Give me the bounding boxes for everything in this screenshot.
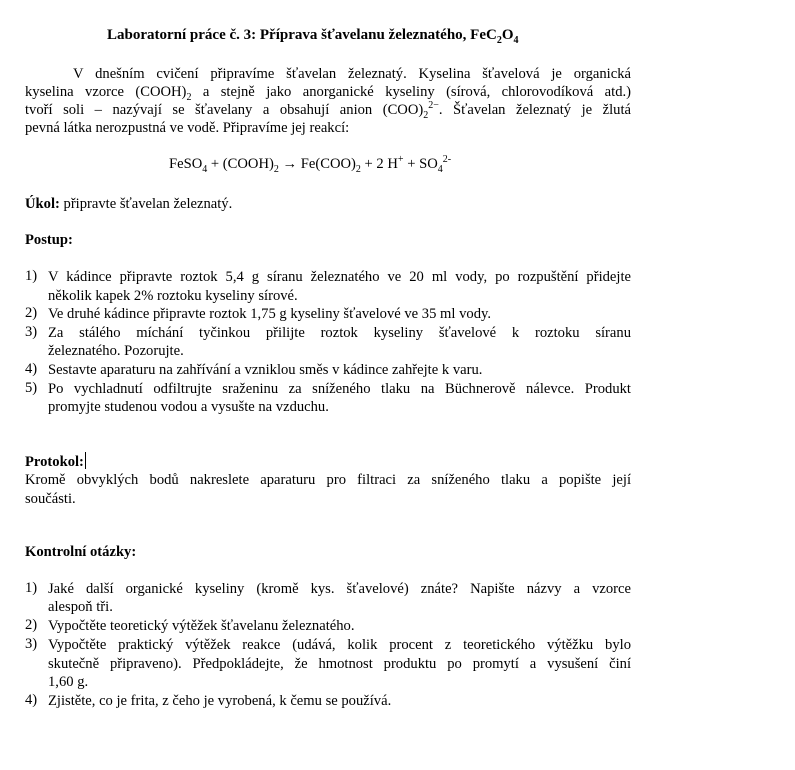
procedure-item-3-line-2: železnatého. Pozorujte. xyxy=(48,343,184,359)
question-1-number: 1) xyxy=(25,580,38,596)
reaction-equation: FeSO$_4$ + $(COOH)_2 \to Fe(COO)_2 + 2$ $H^+ + SO_4^{2-}$ xyxy=(169,154,452,175)
questions-heading: Kontrolní otázky: xyxy=(25,544,137,560)
task-line xyxy=(25,195,232,213)
question-3-line-2: skutečně připraveno). Předpokládejte, že hmotnost produktu po promytí a vysušení činí xyxy=(48,656,631,672)
task-text: připravte šťavelan železnatý. xyxy=(59,196,233,212)
intro-line-1: V dnešním cvičení připravíme šťavelan železnatý. Kyselina šťavelová je organická xyxy=(73,66,631,82)
protocol-heading: Protokol: xyxy=(25,454,84,470)
question-3-line-3: 1,60 g. xyxy=(48,674,89,690)
text-cursor xyxy=(85,452,86,469)
procedure-item-1-line-2: několik kapek 2% roztoku kyseliny sírové. xyxy=(48,288,298,304)
task-label: Úkol: xyxy=(25,196,60,212)
question-2-line-1: Vypočtěte teoretický výtěžek šťavelanu železnatého. xyxy=(48,618,355,634)
procedure-item-5-line-1: Po vychladnutí odfiltrujte sraženinu za sníženého tlaku na Büchnerově nálevce. Produkt xyxy=(48,381,631,397)
question-1-line-1: Jaké další organické kyseliny (kromě kys. šťavelové) znáte? Napište názvy a vzorce xyxy=(48,581,631,597)
question-3-number: 3) xyxy=(25,636,38,652)
procedure-item-5-line-2: promyjte studenou vodou a vysušte na vzduchu. xyxy=(48,399,329,415)
protocol-heading-line xyxy=(25,452,86,471)
page-title: Laboratorní práce č. 3: Příprava šťavelanu železnatého, $FeC_2O_4$ xyxy=(107,27,519,46)
procedure-item-4-number: 4) xyxy=(25,361,38,377)
procedure-item-1-line-1: V kádince připravte roztok 5,4 g síranu železnatého ve 20 ml vody, po rozpuštění přidejte xyxy=(48,269,631,285)
question-3-line-1: Vypočtěte praktický výtěžek reakce (udává, kolik procent z teoretického výtěžku bylo xyxy=(48,637,631,653)
protocol-line-2: součásti. xyxy=(25,491,76,507)
question-4-number: 4) xyxy=(25,692,38,708)
procedure-item-2-number: 2) xyxy=(25,305,38,321)
intro-line-3: tvoří soli – nazývají se šťavelany a obsahují anion $(COO)_2^{2-}$. Šťavelan železnatý je žlutá xyxy=(25,100,631,121)
protocol-line-1: Kromě obvyklých bodů nakreslete aparaturu pro filtraci za sníženého tlaku a popište její xyxy=(25,472,631,488)
question-2-number: 2) xyxy=(25,617,38,633)
procedure-item-3-number: 3) xyxy=(25,324,38,340)
procedure-item-4-line-1: Sestavte aparaturu na zahřívání a vzniklou směs v kádince zahřejte k varu. xyxy=(48,362,483,378)
procedure-item-1-number: 1) xyxy=(25,268,38,284)
procedure-heading: Postup: xyxy=(25,232,73,248)
intro-line-2: kyselina vzorce $(COOH)_2$ a stejně jako anorganické kyseliny (sírová, chlorovodíková atd.) xyxy=(25,84,632,103)
procedure-item-2-line-1: Ve druhé kádince připravte roztok 1,75 g kyseliny šťavelové ve 35 ml vody. xyxy=(48,306,491,322)
intro-line-4: pevná látka nerozpustná ve vodě. Připravíme jej reakcí: xyxy=(25,120,350,136)
question-1-line-2: alespoň tři. xyxy=(48,599,113,615)
question-4-line-1: Zjistěte, co je frita, z čeho je vyrobená, k čemu se používá. xyxy=(48,693,392,709)
procedure-item-3-line-1: Za stálého míchání tyčinkou přilijte roztok kyseliny šťavelové k roztoku síranu xyxy=(48,325,631,341)
procedure-item-5-number: 5) xyxy=(25,380,38,396)
